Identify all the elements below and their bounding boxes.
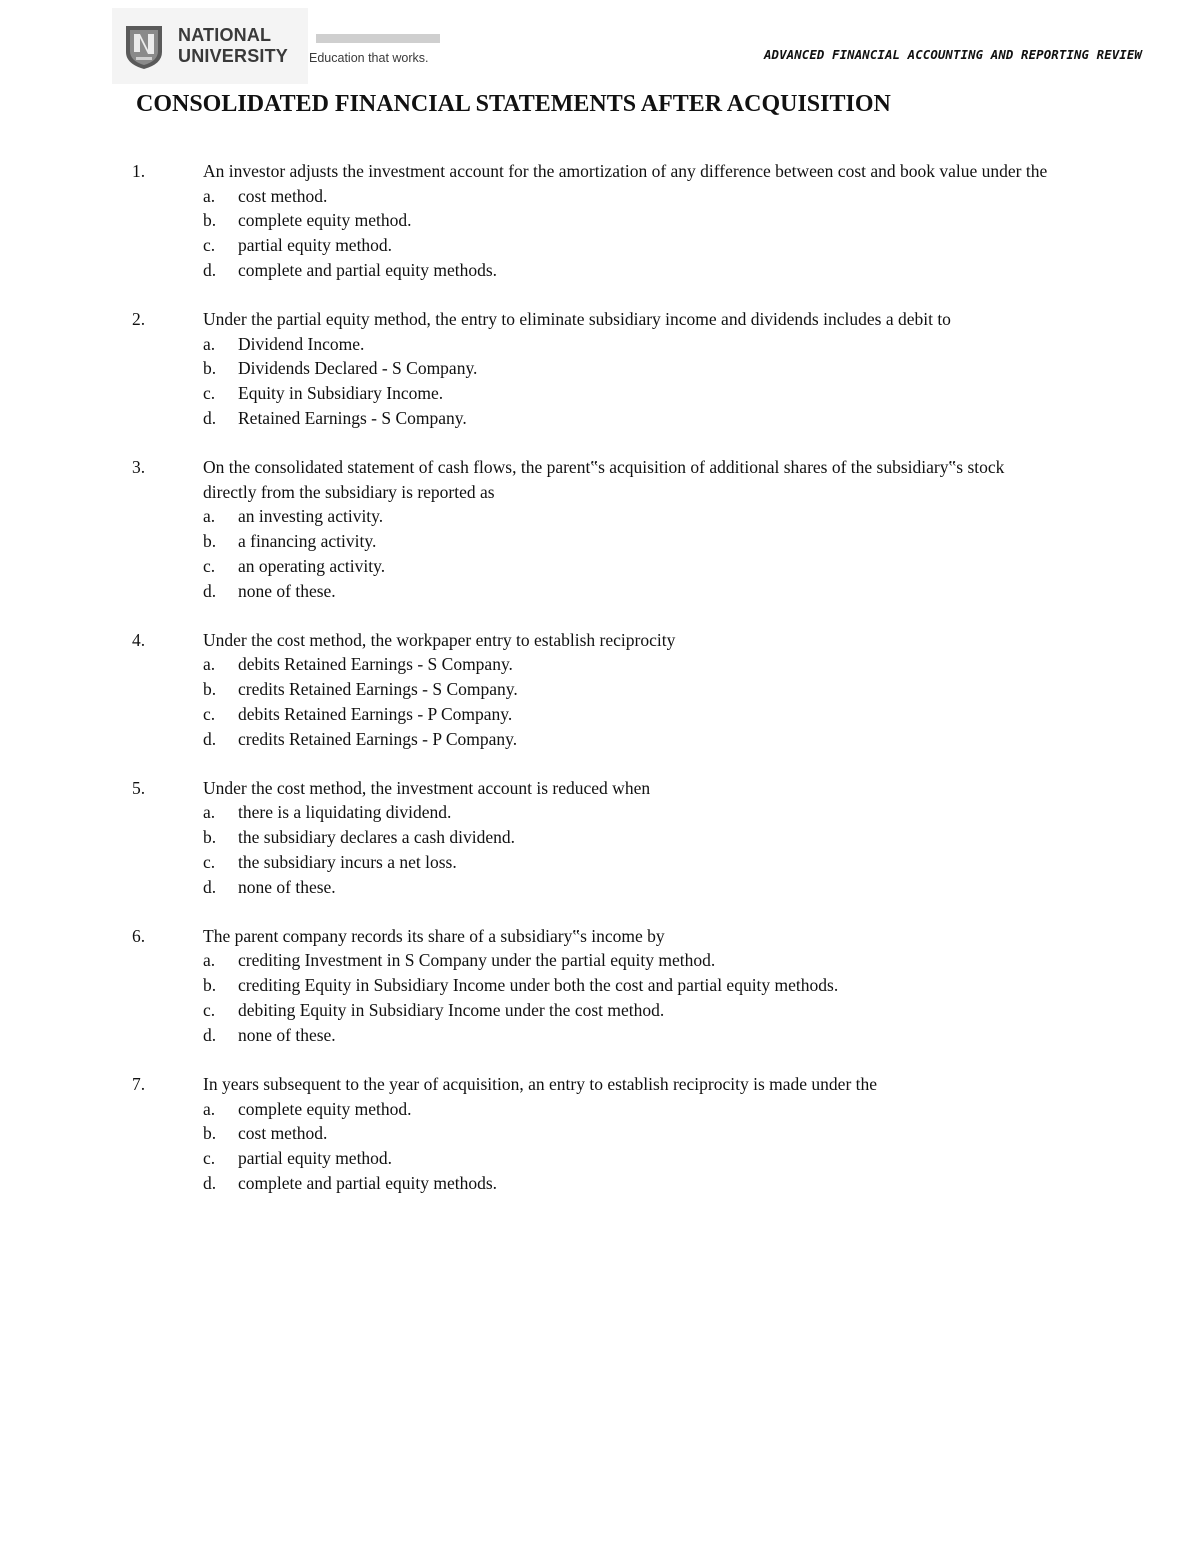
question-stem: In years subsequent to the year of acquisition, an entry to establish reciprocity is made under the bbox=[203, 1073, 878, 1094]
question-item bbox=[132, 1072, 1062, 1196]
question-number: 4. bbox=[132, 629, 146, 650]
tagline-bar bbox=[316, 34, 440, 43]
choice-text: complete equity method. bbox=[238, 210, 412, 231]
question-number: 5. bbox=[132, 777, 146, 798]
question-stem: The parent company records its share of a subsidiary‟s income by bbox=[203, 925, 665, 946]
answer-choice bbox=[203, 875, 1062, 900]
choice-text: there is a liquidating dividend. bbox=[238, 802, 452, 823]
choice-letter: c. bbox=[203, 235, 216, 256]
question-number: 7. bbox=[132, 1073, 146, 1094]
question-item bbox=[132, 924, 1062, 1048]
answer-choice bbox=[203, 973, 1062, 998]
choice-text: the subsidiary declares a cash dividend. bbox=[238, 827, 515, 848]
choice-letter: a. bbox=[203, 802, 216, 823]
choice-letter: a. bbox=[203, 185, 216, 206]
question-item bbox=[132, 776, 1062, 900]
choice-letter: a. bbox=[203, 333, 216, 354]
answer-choice bbox=[203, 332, 1062, 357]
choice-text: partial equity method. bbox=[238, 235, 393, 256]
choice-text: complete and partial equity methods. bbox=[238, 259, 498, 280]
question-number: 2. bbox=[132, 309, 146, 330]
choice-text: credits Retained Earnings - S Company. bbox=[238, 679, 518, 700]
answer-choice bbox=[203, 702, 1062, 727]
choice-letter: b. bbox=[203, 358, 217, 379]
answer-choice bbox=[203, 504, 1062, 529]
choice-text: Dividend Income. bbox=[238, 333, 365, 354]
question-body bbox=[203, 1072, 1062, 1196]
choice-text: none of these. bbox=[238, 580, 336, 601]
choice-text: none of these. bbox=[238, 876, 336, 897]
choice-letter: a. bbox=[203, 950, 216, 971]
choice-letter: d. bbox=[203, 407, 217, 428]
answer-choice bbox=[203, 1146, 1062, 1171]
choice-text: the subsidiary incurs a net loss. bbox=[238, 851, 457, 872]
answer-choice bbox=[203, 184, 1062, 209]
choice-text: partial equity method. bbox=[238, 1147, 393, 1168]
question-body bbox=[203, 628, 1062, 752]
choice-text: complete equity method. bbox=[238, 1098, 412, 1119]
answer-choice bbox=[203, 727, 1062, 752]
choice-text: an operating activity. bbox=[238, 555, 386, 576]
choice-letter: c. bbox=[203, 1147, 216, 1168]
choice-text: cost method. bbox=[238, 185, 328, 206]
university-logo bbox=[112, 8, 308, 84]
choice-text: crediting Investment in S Company under the partial equity method. bbox=[238, 950, 716, 971]
choice-text: debits Retained Earnings - S Company. bbox=[238, 654, 513, 675]
choice-letter: d. bbox=[203, 580, 217, 601]
choice-letter: a. bbox=[203, 654, 216, 675]
choice-letter: b. bbox=[203, 210, 217, 231]
choice-text: Dividends Declared - S Company. bbox=[238, 358, 478, 379]
question-number: 6. bbox=[132, 925, 146, 946]
page-header bbox=[112, 8, 1200, 88]
choice-letter: d. bbox=[203, 1024, 217, 1045]
answer-choice bbox=[203, 948, 1062, 973]
question-list bbox=[132, 159, 1062, 1220]
answer-choice bbox=[203, 652, 1062, 677]
course-title: ADVANCED FINANCIAL ACCOUNTING AND REPORTING REVIEW bbox=[764, 47, 1142, 62]
choice-letter: b. bbox=[203, 975, 217, 996]
question-stem: Under the partial equity method, the entry to eliminate subsidiary income and dividends includes a debit to bbox=[203, 309, 951, 330]
choice-text: Equity in Subsidiary Income. bbox=[238, 383, 444, 404]
choice-text: credits Retained Earnings - P Company. bbox=[238, 728, 518, 749]
choice-letter: d. bbox=[203, 259, 217, 280]
choice-text: debiting Equity in Subsidiary Income under the cost method. bbox=[238, 999, 665, 1020]
answer-choice bbox=[203, 208, 1062, 233]
choice-text: an investing activity. bbox=[238, 506, 384, 527]
choice-text: none of these. bbox=[238, 1024, 336, 1045]
choice-letter: b. bbox=[203, 679, 217, 700]
choice-letter: d. bbox=[203, 1172, 217, 1193]
university-name-line2: UNIVERSITY bbox=[178, 46, 289, 66]
university-seal-icon bbox=[124, 22, 164, 70]
choice-letter: c. bbox=[203, 555, 216, 576]
choice-text: debits Retained Earnings - P Company. bbox=[238, 703, 513, 724]
question-item bbox=[132, 307, 1062, 431]
choice-letter: d. bbox=[203, 876, 217, 897]
question-number: 1. bbox=[132, 161, 146, 181]
answer-choice bbox=[203, 579, 1062, 604]
question-stem: Under the cost method, the investment account is reduced when bbox=[203, 777, 651, 798]
choice-letter: d. bbox=[203, 728, 217, 749]
question-body bbox=[203, 776, 1062, 900]
choice-text: cost method. bbox=[238, 1123, 328, 1144]
tagline: Education that works. bbox=[309, 51, 429, 65]
question-item bbox=[132, 455, 1062, 603]
answer-choice bbox=[203, 381, 1062, 406]
choice-text: Retained Earnings - S Company. bbox=[238, 407, 467, 428]
answer-choice bbox=[203, 1097, 1062, 1122]
answer-choice bbox=[203, 406, 1062, 431]
answer-choice bbox=[203, 258, 1062, 283]
university-name bbox=[178, 25, 288, 67]
answer-choice bbox=[203, 825, 1062, 850]
choice-letter: a. bbox=[203, 1098, 216, 1119]
choice-letter: b. bbox=[203, 1123, 217, 1144]
answer-choice bbox=[203, 1023, 1062, 1048]
choice-letter: b. bbox=[203, 827, 217, 848]
choice-letter: c. bbox=[203, 383, 216, 404]
choice-letter: c. bbox=[203, 851, 216, 872]
question-stem: Under the cost method, the workpaper entry to establish reciprocity bbox=[203, 629, 676, 650]
question-number: 3. bbox=[132, 457, 146, 478]
answer-choice bbox=[203, 529, 1062, 554]
question-body bbox=[203, 455, 1062, 603]
answer-choice bbox=[203, 800, 1062, 825]
question-body bbox=[203, 307, 1062, 431]
choice-text: complete and partial equity methods. bbox=[238, 1172, 498, 1193]
answer-choice bbox=[203, 554, 1062, 579]
question-stem: On the consolidated statement of cash flows, the parent‟s acquisition of additional shares of the subsidiary‟s stock directly from the subsidiary is reported as bbox=[203, 457, 1005, 502]
answer-choice bbox=[203, 356, 1062, 381]
choice-text: a financing activity. bbox=[238, 531, 377, 552]
answer-choice bbox=[203, 1121, 1062, 1146]
question-item bbox=[132, 628, 1062, 752]
university-name-line1: NATIONAL bbox=[178, 25, 272, 45]
choice-letter: c. bbox=[203, 999, 216, 1020]
answer-choice bbox=[203, 850, 1062, 875]
question-item bbox=[132, 159, 1062, 283]
answer-choice bbox=[203, 233, 1062, 258]
question-body bbox=[203, 924, 1062, 1048]
choice-text: crediting Equity in Subsidiary Income under both the cost and partial equity methods. bbox=[238, 975, 839, 996]
answer-choice bbox=[203, 677, 1062, 702]
document-title: CONSOLIDATED FINANCIAL STATEMENTS AFTER ACQUISITION bbox=[136, 91, 891, 117]
question-stem: An investor adjusts the investment account for the amortization of any difference between cost and book value under the bbox=[203, 161, 1048, 181]
question-body bbox=[203, 159, 1062, 283]
choice-letter: a. bbox=[203, 506, 216, 527]
answer-choice bbox=[203, 998, 1062, 1023]
choice-letter: b. bbox=[203, 531, 217, 552]
answer-choice bbox=[203, 1171, 1062, 1196]
choice-letter: c. bbox=[203, 703, 216, 724]
